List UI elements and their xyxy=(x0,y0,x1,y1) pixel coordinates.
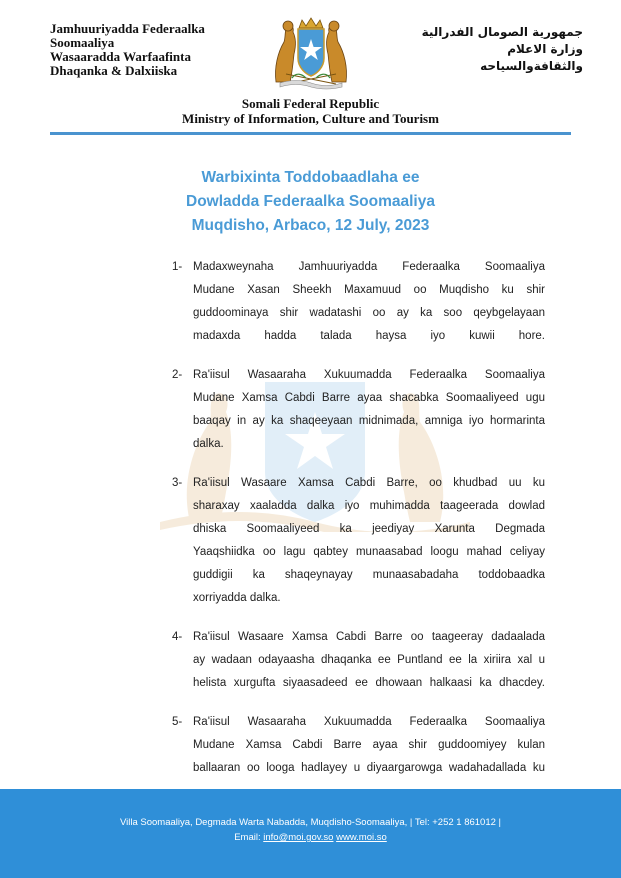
item-line: Yaaqshiidka oo lagu qabtey munaasabad loogu mahad celiyay xyxy=(193,546,545,558)
letterhead-arabic-line: جمهورية الصومال الفدرالية xyxy=(421,25,583,39)
item-number: 4- xyxy=(172,631,183,643)
item-line: dalka. xyxy=(193,438,224,450)
item-line: Ra'iisul Wasaaraha Xukuumadda Federaalka Soomaaliya xyxy=(193,716,545,728)
item-line: Ra'iisul Wasaare Xamsa Cabdi Barre oo taageeray dadaalada xyxy=(193,631,545,643)
letterhead-arabic xyxy=(422,24,583,75)
document-title-line: Dowladda Federaalka Soomaaliya xyxy=(186,193,435,210)
item-line: dhiska Soomaaliyeed ka jeediyay Xarunta Degmada xyxy=(193,523,545,535)
item-line: madaxda hadda talada haysa iyo kuwii hore. xyxy=(193,330,545,342)
item-line: baaqay in ay ka shaqeeyaan midnimada, amniga iyo hormarinta xyxy=(193,415,545,427)
item-line: Ra'iisul Wasaaraha Xukuumadda Federaalka Soomaaliya xyxy=(193,369,545,381)
coat-of-arms-icon xyxy=(266,12,356,90)
footer-email-link[interactable]: info@moi.gov.so xyxy=(263,832,334,843)
letterhead-somali-line: Wasaaradda Warfaafinta xyxy=(50,49,191,64)
footer-contact xyxy=(0,830,621,846)
item-number: 2- xyxy=(172,369,183,381)
document-title-line: Warbixinta Toddobaadlaha ee xyxy=(201,169,420,186)
item-line: Mudane Xamsa Cabdi Barre ayaa shacabka Soomaaliyeed ugu xyxy=(193,392,545,404)
item-number: 5- xyxy=(172,716,183,728)
item-line: Madaxweynaha Jamhuuriyadda Federaalka Soomaaliya xyxy=(193,261,545,273)
letterhead-english-line: Somali Federal Republic xyxy=(241,96,380,111)
item-line: Mudane Xasan Sheekh Maxamuud oo Muqdisho ku shir xyxy=(193,284,545,296)
document-title-line: Muqdisho, Arbaco, 12 July, 2023 xyxy=(191,217,430,234)
item-line: sharaxay xaaladda dalka iyo muhimadda taageerada dowlad xyxy=(193,500,545,512)
document-title xyxy=(0,166,621,238)
header-divider xyxy=(50,132,571,135)
item-line: helista xurgufta siyaasadeed ee dhowaan halkaasi ka dhacdey. xyxy=(193,677,545,689)
letterhead-somali-line: Jamhuuriyadda Federaalka xyxy=(50,21,205,36)
item-line: guddigii ka shaqeynayay munaasabadaha toddobaadka xyxy=(193,569,545,581)
item-line: ballaaran oo looga hadlayey u diyaargarowga wadahadallada ku xyxy=(193,762,545,774)
letterhead-somali-line: Dhaqanka & Dalxiiska xyxy=(50,63,178,78)
item-line: guddoominaya shir wadatashi oo ay ka soo qeybgelayaan xyxy=(193,307,545,319)
page-footer xyxy=(0,789,621,878)
letterhead-somali xyxy=(50,22,205,78)
letterhead-english-line: Ministry of Information, Culture and Tourism xyxy=(182,111,439,126)
item-line: ay wadaan odayaasha dhaqanka ee Puntland ee la xiriira xal u xyxy=(193,654,545,666)
item-line: Ra'iisul Wasaare Xamsa Cabdi Barre, oo khudbad uu ku xyxy=(193,477,545,489)
item-number: 3- xyxy=(172,477,183,489)
footer-address: Villa Soomaaliya, Degmada Warta Nabadda, Muqdisho-Soomaaliya, | Tel: +252 1 861012 | xyxy=(119,817,502,828)
item-number: 1- xyxy=(172,261,183,273)
footer-email-label: Email: xyxy=(234,832,261,843)
letterhead-english xyxy=(0,96,621,126)
letterhead-somali-line: Soomaaliya xyxy=(50,35,115,50)
item-line: Mudane Xamsa Cabdi Barre ayaa shir guddoomiyey kulan xyxy=(193,739,545,751)
footer-website-link[interactable]: www.moi.so xyxy=(336,832,387,843)
item-line: xorriyadda dalka. xyxy=(193,592,281,604)
letterhead-arabic-line: والثقافةوالسياحه xyxy=(480,59,583,73)
letterhead-arabic-line: وزارة الاعلام xyxy=(507,42,583,56)
